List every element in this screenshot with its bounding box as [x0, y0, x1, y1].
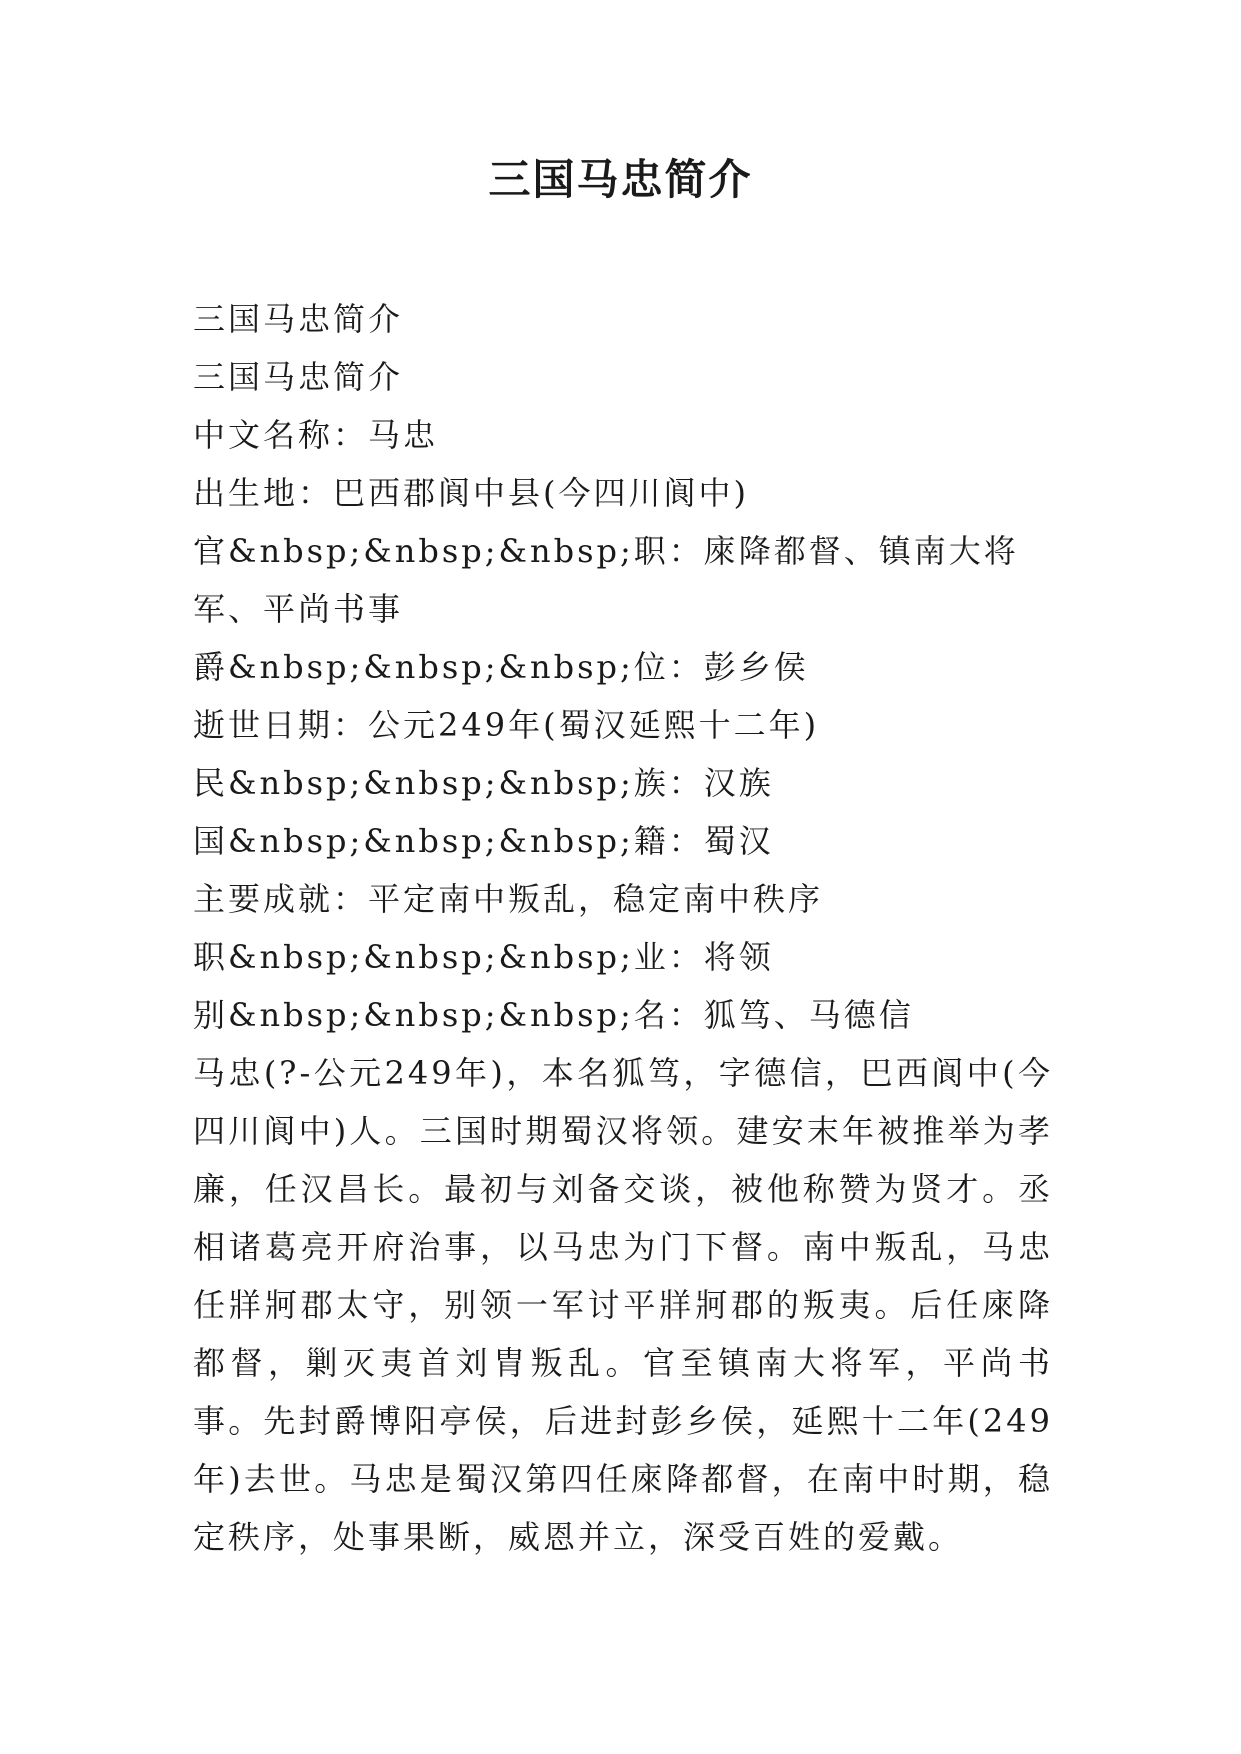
text-line-alias: 别&nbsp;&nbsp;&nbsp;名：狐笃、马德信: [193, 996, 914, 1034]
text-line-chinese-name: 中文名称：马忠: [193, 416, 439, 454]
text-line-heading-2: 三国马忠简介: [193, 358, 404, 396]
text-line-birthplace: 出生地：巴西郡阆中县(今四川阆中): [193, 474, 749, 512]
text-line-nationality: 国&nbsp;&nbsp;&nbsp;籍：蜀汉: [193, 822, 774, 860]
page-title: 三国马忠简介: [488, 155, 753, 204]
text-line-ethnicity: 民&nbsp;&nbsp;&nbsp;族：汉族: [193, 764, 774, 802]
text-line-occupation: 职&nbsp;&nbsp;&nbsp;业：将领: [193, 938, 774, 976]
text-line-title: 爵&nbsp;&nbsp;&nbsp;位：彭乡侯: [193, 648, 809, 686]
text-line-office: 官&nbsp;&nbsp;&nbsp;职：庲降都督、镇南大将军、平尚书事: [193, 532, 1019, 628]
biography-paragraph: 马忠(?-公元249年)，本名狐笃，字德信，巴西阆中(今四川阆中)人。三国时期蜀汉将领。建安末年被推举为孝廉，任汉昌长。最初与刘备交谈，被他称赞为贤才。丞相诸葛亮开府治事，以马忠为门下督。南中叛乱，马忠任牂牁郡太守，别领一军讨平牂牁郡的叛夷。后任庲降都督，剿灭夷首刘胄叛乱。官至镇南大将军，平尚书事。先封爵博阳亭侯，后进封彭乡侯，延熙十二年(249年)去世。马忠是蜀汉第四任庲降都督，在南中时期，稳定秩序，处事果断，威恩并立，深受百姓的爱戴。: [193, 1054, 1053, 1556]
text-line-achievements: 主要成就：平定南中叛乱，稳定南中秩序: [193, 880, 824, 918]
text-line-death-date: 逝世日期：公元249年(蜀汉延熙十二年): [193, 706, 820, 744]
text-line-heading-1: 三国马忠简介: [193, 300, 404, 338]
document-body: [193, 290, 1053, 1566]
